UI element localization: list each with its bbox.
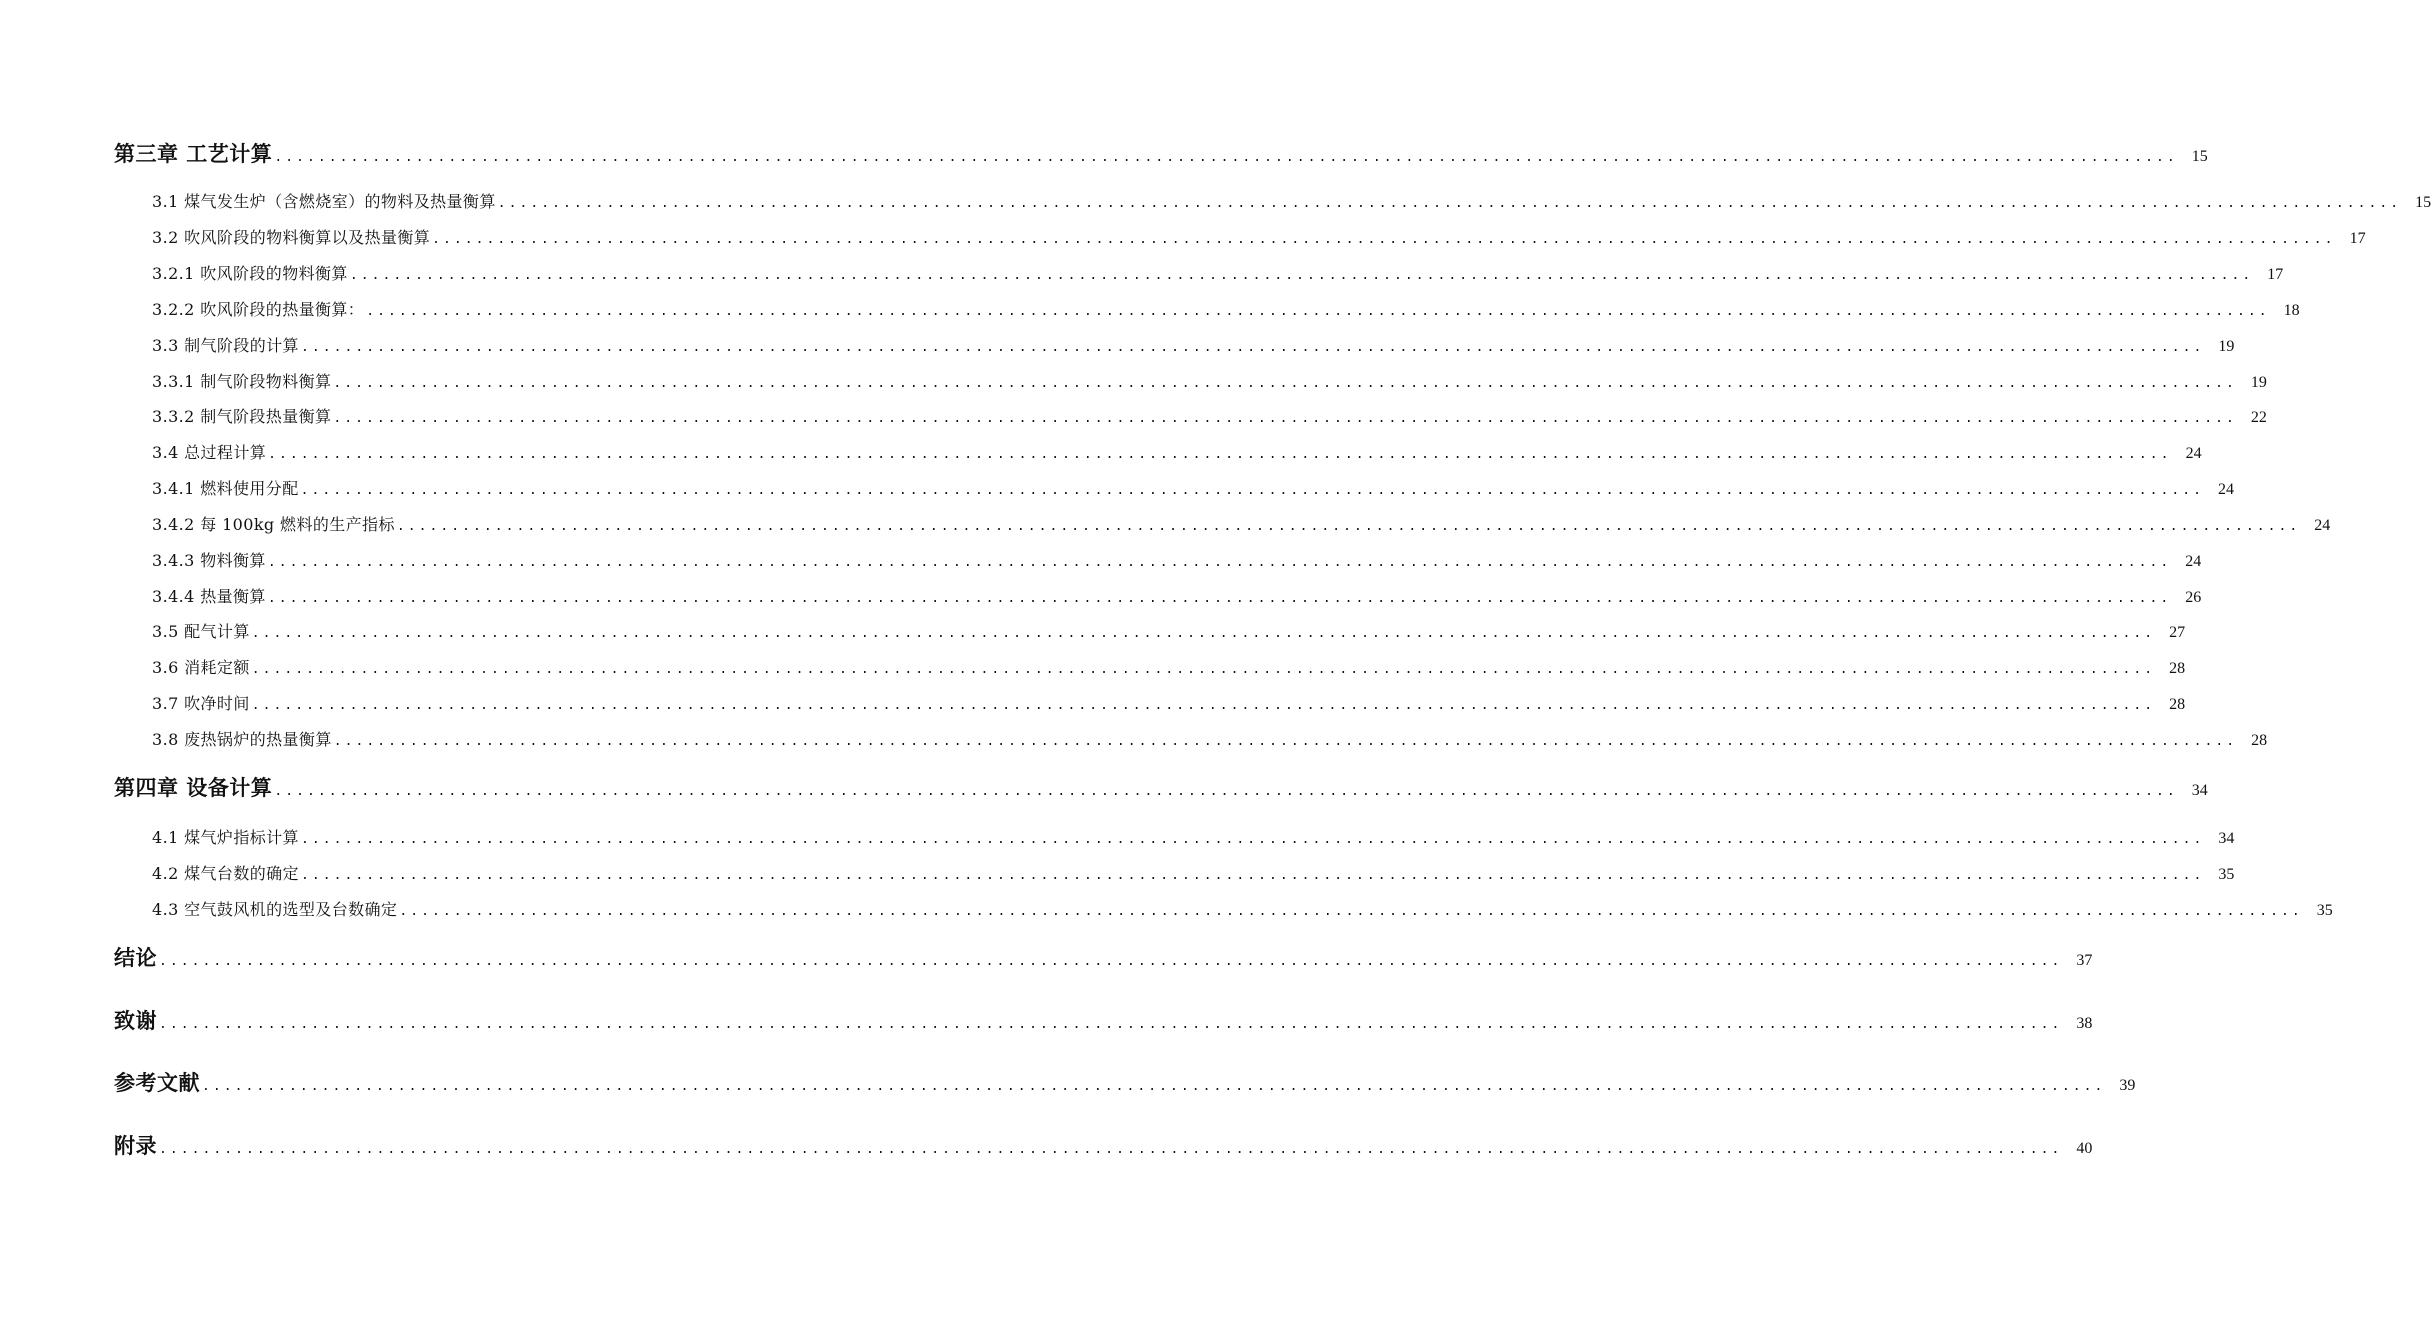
toc-entry-label: 致谢 <box>114 1009 157 1033</box>
toc-page-number: 28 <box>2169 660 2186 677</box>
toc-entry-label: 3.8 废热锅炉的热量衡算 <box>152 730 332 749</box>
toc-leader-dots: ............................................................................................................................................................................... <box>300 483 2205 498</box>
toc-page-number: 19 <box>2250 374 2267 391</box>
toc-entry-section-4-1[interactable] <box>0 825 2235 848</box>
toc-entry-chapter-4[interactable] <box>0 772 2208 802</box>
toc-leader-dots: ............................................................................................................................................................................... <box>268 447 2172 462</box>
toc-entry-appendix[interactable] <box>0 1130 2093 1160</box>
toc-entry-label: 3.2 吹风阶段的物料衡算以及热量衡算 <box>152 228 431 247</box>
toc-leader-dots: ............................................................................................................................................................................... <box>399 904 2303 919</box>
toc-entry-section-4-3[interactable] <box>0 897 2333 920</box>
toc-page-number: 24 <box>2185 553 2202 570</box>
toc-page-number: 17 <box>2267 266 2284 283</box>
toc-entry-label: 4.2 煤气台数的确定 <box>152 864 299 883</box>
toc-entry-label: 参考文献 <box>114 1071 200 1095</box>
toc-entry-label: 3.7 吹净时间 <box>152 694 250 713</box>
toc-entry-label: 3.2.1 吹风阶段的物料衡算 <box>152 264 348 283</box>
toc-page-number: 35 <box>2316 902 2333 919</box>
toc-entry-section-4-2[interactable] <box>0 861 2235 884</box>
toc-entry-references[interactable] <box>0 1067 2136 1097</box>
toc-entry-section-3-3-1[interactable] <box>0 369 2267 392</box>
toc-entry-chapter-3[interactable] <box>0 138 2208 168</box>
toc-entry-section-3-8[interactable] <box>0 727 2268 750</box>
toc-entry-label: 3.3.1 制气阶段物料衡算 <box>152 372 332 391</box>
toc-entry-label: 第四章 设备计算 <box>114 776 273 800</box>
toc-page-number: 24 <box>2218 481 2235 498</box>
toc-entry-label: 4.3 空气鼓风机的选型及台数确定 <box>152 900 398 919</box>
toc-page-number: 40 <box>2076 1140 2093 1157</box>
toc-leader-dots: ............................................................................................................................................................................... <box>274 784 2178 799</box>
toc-leader-dots: ............................................................................................................................................................................... <box>202 1079 2106 1094</box>
toc-page-number: 27 <box>2169 624 2186 641</box>
toc-entry-label: 3.4.2 每 100kg 燃料的生产指标 <box>152 515 395 534</box>
toc-entry-section-3-2-1[interactable] <box>0 261 2284 284</box>
toc-leader-dots: ............................................................................................................................................................................... <box>333 376 2237 391</box>
toc-page-number: 35 <box>2218 866 2235 883</box>
toc-leader-dots: ............................................................................................................................................................................... <box>333 734 2238 749</box>
toc-entry-section-3-4-1[interactable] <box>0 476 2235 499</box>
toc-leader-dots: ............................................................................................................................................................................... <box>267 555 2172 570</box>
toc-entry-section-3-7[interactable] <box>0 691 2186 714</box>
toc-leader-dots: ............................................................................................................................................................................... <box>366 304 2270 319</box>
toc-entry-label: 3.1 煤气发生炉（含燃烧室）的物料及热量衡算 <box>152 192 496 211</box>
toc-entry-label: 第三章 工艺计算 <box>114 142 273 166</box>
toc-page-number: 37 <box>2076 952 2093 969</box>
toc-entry-section-3-3-2[interactable] <box>0 404 2267 427</box>
toc-leader-dots: ............................................................................................................................................................................... <box>300 832 2205 847</box>
toc-entry-section-3-2[interactable] <box>0 225 2366 248</box>
toc-entry-conclusion[interactable] <box>0 942 2093 972</box>
toc-page-number: 15 <box>2191 148 2208 165</box>
toc-entry-label: 3.4.1 燃料使用分配 <box>152 479 299 498</box>
toc-leader-dots: ............................................................................................................................................................................... <box>159 954 2063 969</box>
toc-leader-dots: ............................................................................................................................................................................... <box>251 698 2156 713</box>
toc-entry-label: 附录 <box>114 1134 157 1158</box>
toc-leader-dots: ............................................................................................................................................................................... <box>274 150 2178 165</box>
toc-leader-dots: ............................................................................................................................................................................... <box>396 519 2301 534</box>
toc-entry-label: 3.2.2 吹风阶段的热量衡算： <box>152 300 365 319</box>
toc-page-number: 28 <box>2169 696 2186 713</box>
toc-page-number: 28 <box>2251 732 2268 749</box>
toc-leader-dots: ............................................................................................................................................................................... <box>159 1142 2063 1157</box>
toc-page-number: 17 <box>2349 230 2366 247</box>
toc-page-number: 34 <box>2191 782 2208 799</box>
toc-leader-dots: ............................................................................................................................................................................... <box>159 1017 2063 1032</box>
toc-entry-label: 3.4.3 物料衡算 <box>152 551 266 570</box>
toc-entry-section-3-4-2[interactable] <box>0 512 2331 535</box>
toc-entry-label: 3.3.2 制气阶段热量衡算 <box>152 407 332 426</box>
toc-page-number: 38 <box>2076 1015 2093 1032</box>
toc-entry-label: 3.4.4 热量衡算 <box>152 587 266 606</box>
toc-entry-label: 3.3 制气阶段的计算 <box>152 336 299 355</box>
toc-page-number: 18 <box>2283 302 2300 319</box>
toc-entry-section-3-1[interactable] <box>0 189 2431 212</box>
toc-leader-dots: ............................................................................................................................................................................... <box>300 340 2205 355</box>
toc-leader-dots: ............................................................................................................................................................................... <box>251 662 2156 677</box>
toc-page-number: 24 <box>2314 517 2331 534</box>
toc-entry-label: 结论 <box>114 946 157 970</box>
toc-page-number: 34 <box>2218 830 2235 847</box>
toc-page-number: 15 <box>2415 194 2431 211</box>
toc-entry-label: 3.6 消耗定额 <box>152 658 250 677</box>
toc-leader-dots: ............................................................................................................................................................................... <box>251 626 2156 641</box>
toc-page-number: 24 <box>2185 445 2202 462</box>
toc-entry-section-3-4-3[interactable] <box>0 548 2202 571</box>
toc-page-number: 26 <box>2185 589 2202 606</box>
toc-entry-section-3-2-2[interactable] <box>0 297 2300 320</box>
toc-entry-acknowledgements[interactable] <box>0 1005 2093 1035</box>
toc-page-number: 19 <box>2218 338 2235 355</box>
toc-entry-label: 3.4 总过程计算 <box>152 443 267 462</box>
toc-leader-dots: ............................................................................................................................................................................... <box>333 411 2237 426</box>
toc-entry-section-3-4-4[interactable] <box>0 584 2202 607</box>
toc-leader-dots: ............................................................................................................................................................................... <box>267 591 2172 606</box>
toc-page-number: 22 <box>2250 409 2267 426</box>
toc-leader-dots: ............................................................................................................................................................................... <box>349 268 2254 283</box>
toc-entry-label: 4.1 煤气炉指标计算 <box>152 828 299 847</box>
toc-entry-section-3-6[interactable] <box>0 655 2186 678</box>
toc-page-number: 39 <box>2119 1077 2136 1094</box>
toc-entry-section-3-3[interactable] <box>0 333 2235 356</box>
toc-leader-dots: ............................................................................................................................................................................... <box>497 196 2402 211</box>
toc-entry-section-3-5[interactable] <box>0 619 2186 642</box>
toc-leader-dots: ............................................................................................................................................................................... <box>432 232 2336 247</box>
toc-entry-label: 3.5 配气计算 <box>152 622 250 641</box>
toc-entry-section-3-4[interactable] <box>0 440 2202 463</box>
toc-leader-dots: ............................................................................................................................................................................... <box>300 868 2205 883</box>
